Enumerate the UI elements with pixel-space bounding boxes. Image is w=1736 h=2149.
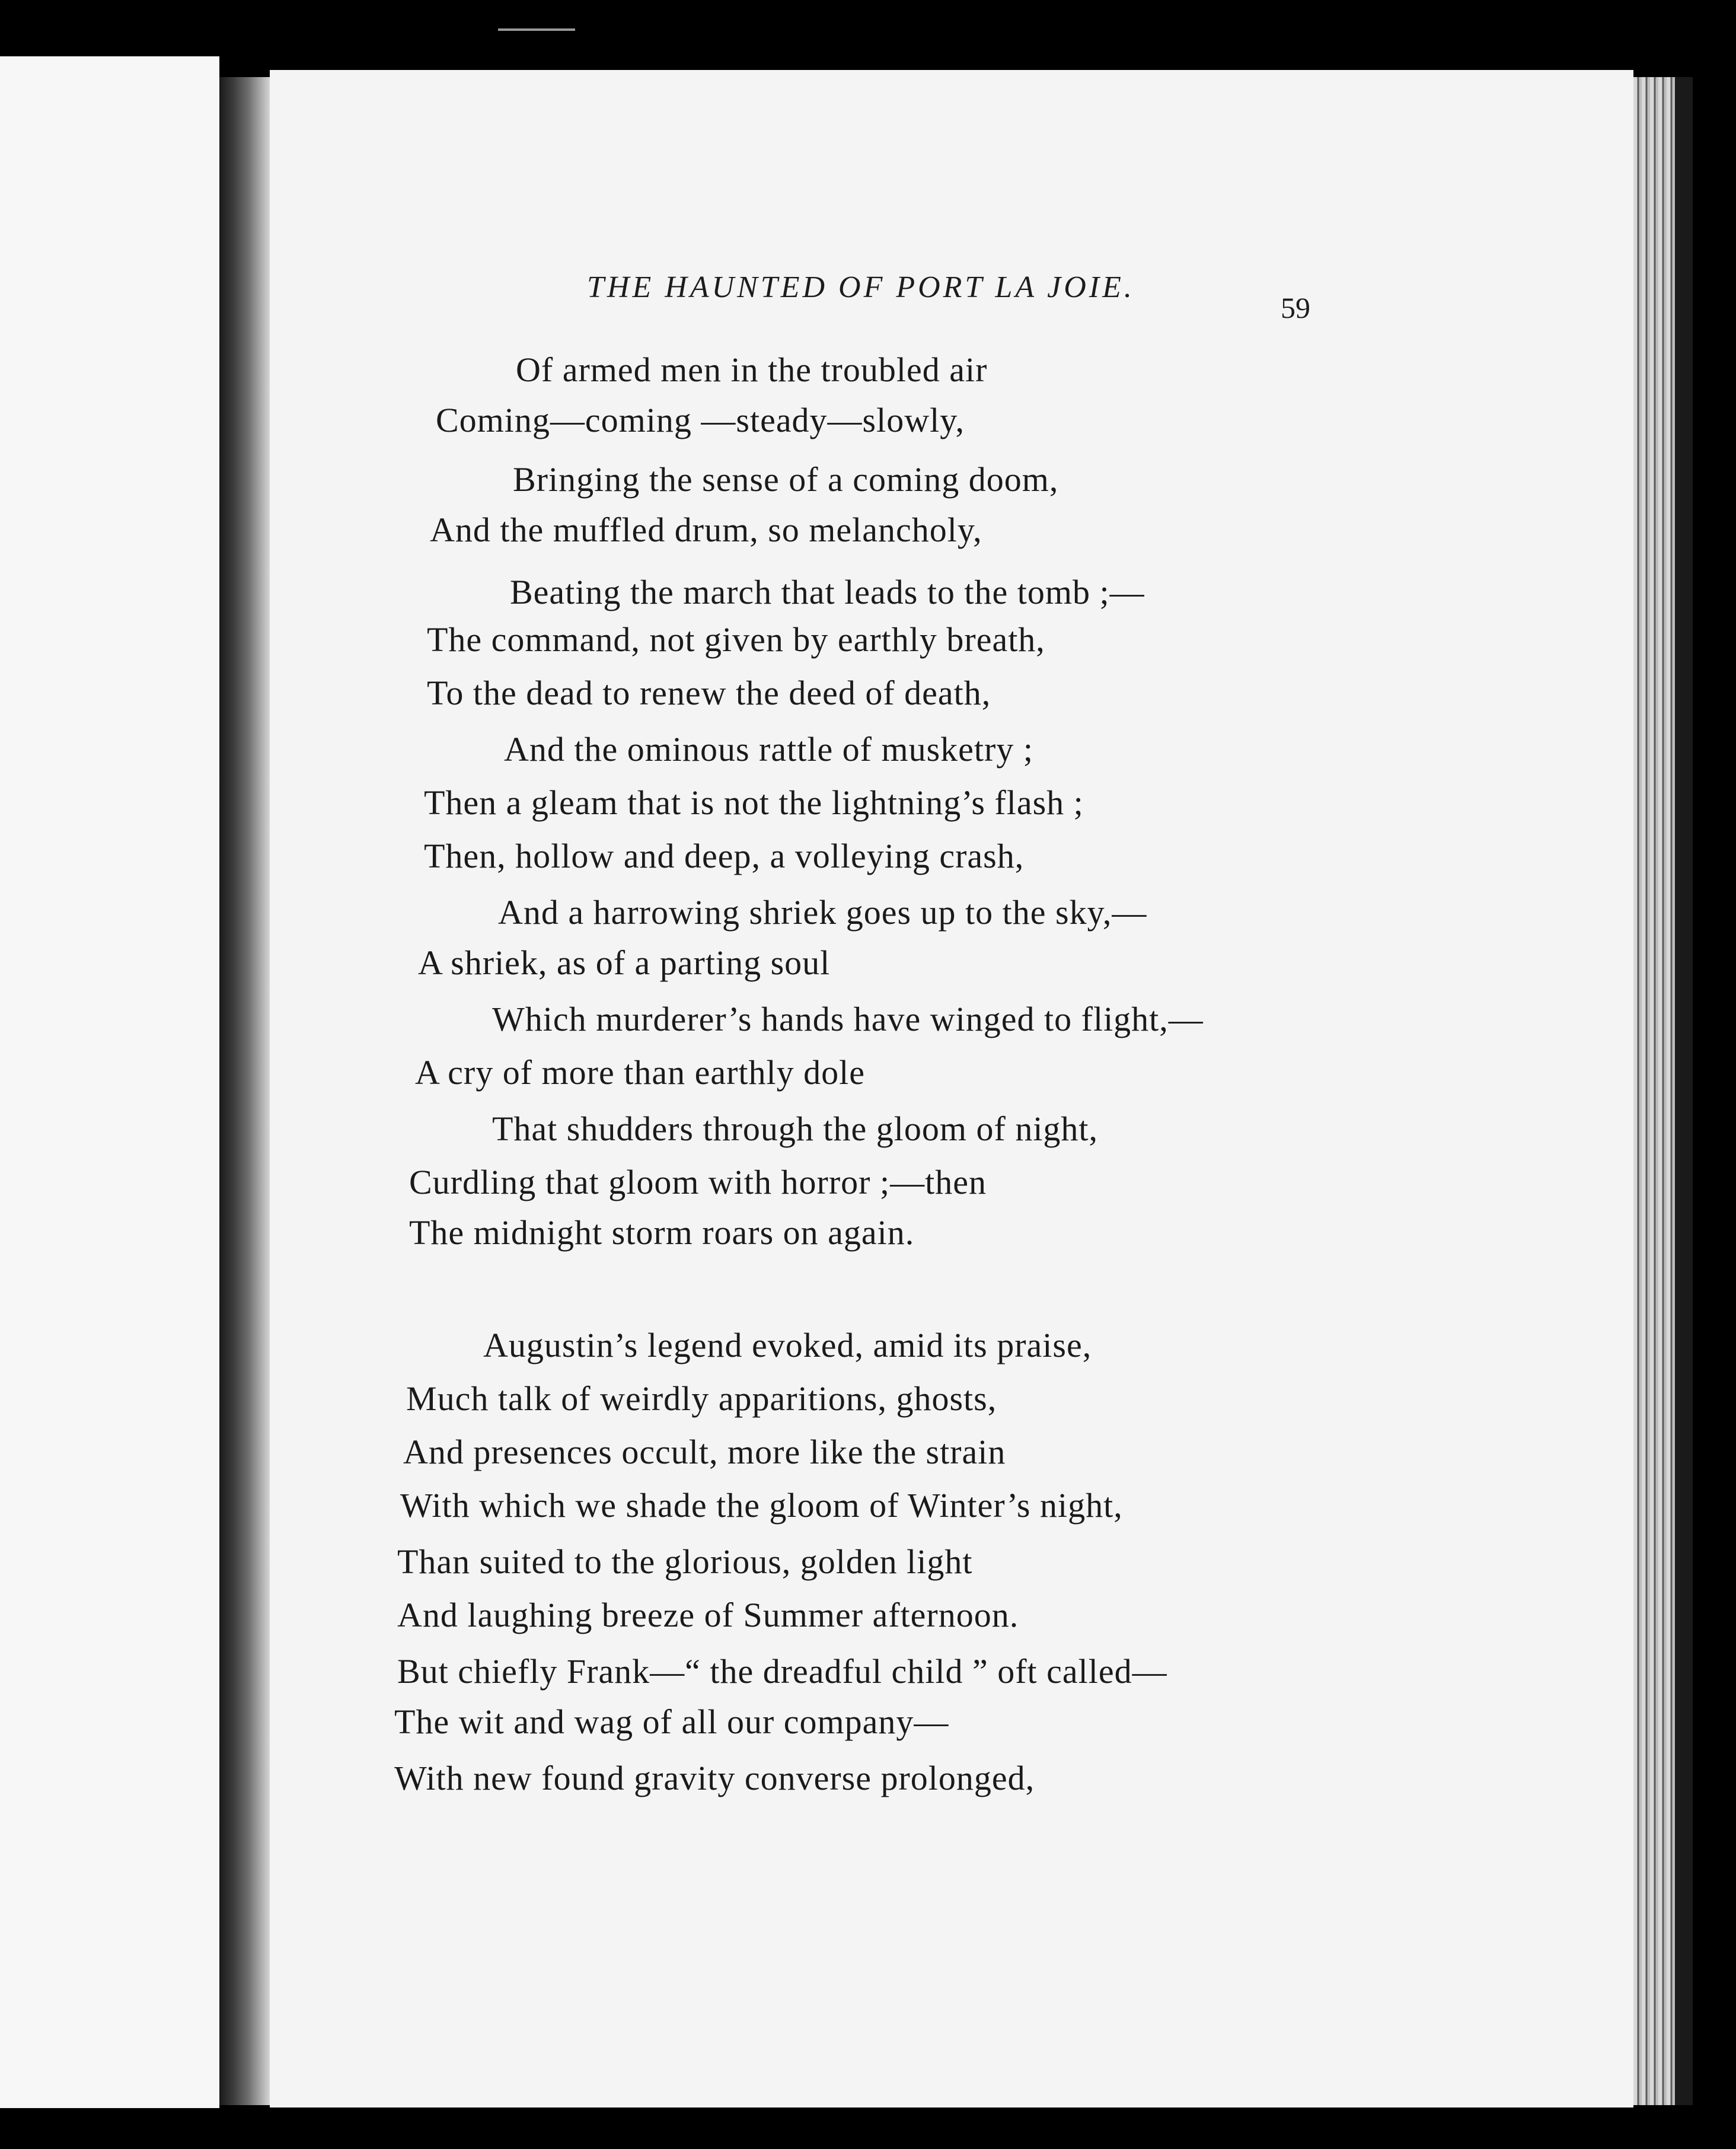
poem-line: A shriek, as of a parting soul	[418, 943, 831, 982]
poem-line: The command, not given by earthly breath,	[427, 620, 1045, 659]
poem-line: And presences occult, more like the strain	[403, 1433, 1006, 1471]
poem-line: A cry of more than earthly dole	[415, 1053, 865, 1092]
poem-line: Then, hollow and deep, a volleying crash,	[424, 837, 1025, 875]
poem-line: Augustin’s legend evoked, amid its praise,	[483, 1326, 1092, 1364]
poem-line: The midnight storm roars on again.	[409, 1213, 915, 1252]
poem-line: And laughing breeze of Summer afternoon.	[397, 1596, 1019, 1634]
poem-line: With which we shade the gloom of Winter’s night,	[400, 1486, 1123, 1525]
poem-line: Then a gleam that is not the lightning’s flash ;	[424, 783, 1084, 822]
poem-line: The wit and wag of all our company—	[394, 1702, 949, 1741]
edge-shadow	[1675, 77, 1693, 2105]
scan-mark	[498, 28, 575, 31]
poem-line: Than suited to the glorious, golden light	[397, 1542, 973, 1581]
poem-line: But chiefly Frank—“ the dreadful child ” oft called—	[397, 1652, 1167, 1691]
poem-line: That shudders through the gloom of night,	[492, 1109, 1099, 1148]
running-head: THE HAUNTED OF PORT LA JOIE.	[587, 270, 1135, 304]
poem-line: Curdling that gloom with horror ;—then	[409, 1163, 987, 1201]
poem-line: With new found gravity converse prolonged,	[394, 1759, 1035, 1797]
left-page	[0, 56, 219, 2108]
poem-line: And a harrowing shriek goes up to the sky,—	[498, 893, 1147, 932]
poem-line: Which murderer’s hands have winged to flight,—	[492, 1000, 1204, 1038]
poem-line: Beating the march that leads to the tomb ;—	[510, 573, 1145, 611]
poem-line: And the muffled drum, so melancholy,	[430, 511, 982, 549]
page-edges	[1633, 77, 1675, 2105]
poem-line: Of armed men in the troubled air	[516, 350, 988, 389]
page-number: 59	[1281, 291, 1310, 324]
poem-line: Coming—coming —steady—slowly,	[436, 401, 965, 439]
poem-line: And the ominous rattle of musketry ;	[504, 730, 1033, 769]
poem-line: Much talk of weirdly apparitions, ghosts,	[406, 1379, 997, 1418]
poem-line: Bringing the sense of a coming doom,	[513, 460, 1059, 499]
poem-line: To the dead to renew the deed of death,	[427, 674, 991, 712]
book-gutter	[219, 77, 273, 2105]
